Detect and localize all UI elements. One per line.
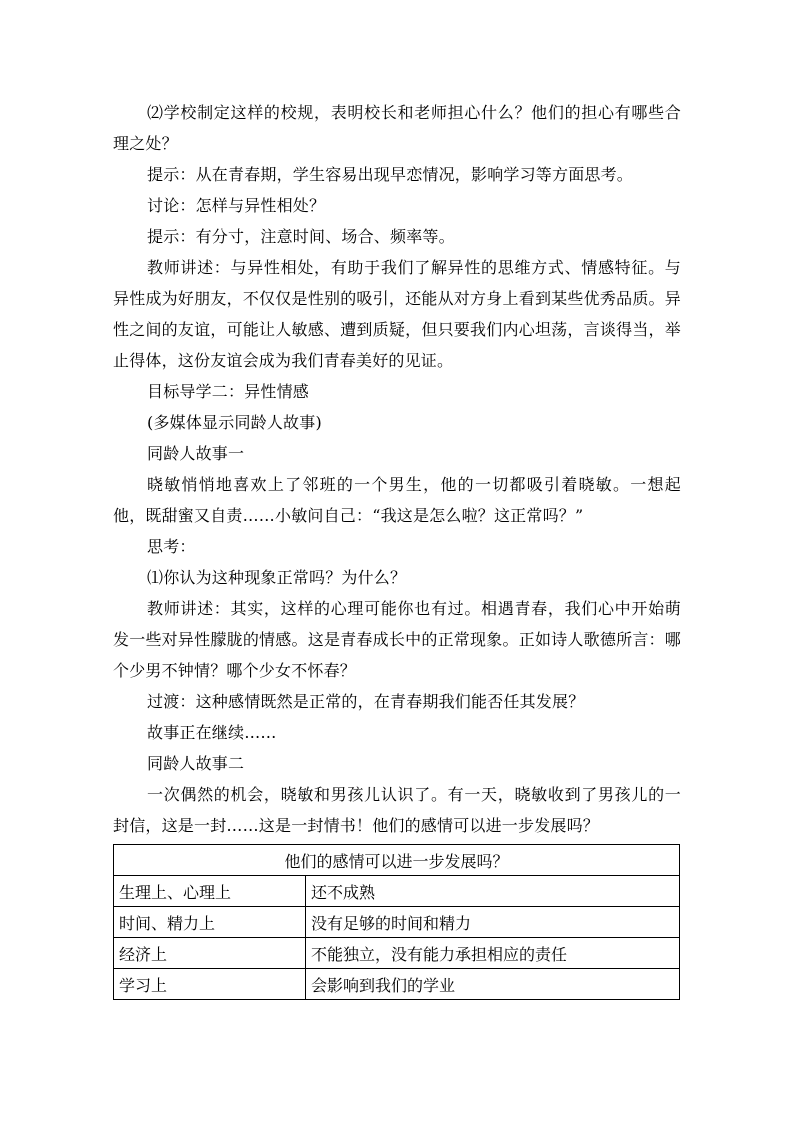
teacher-narration-paragraph: 教师讲述：其实，这样的心理可能你也有过。相遇青春，我们心中开始萌发一些对异性朦胧的情感。这是青春成长中的正常现象。正如诗人歌德所言：哪个少男不钟情？哪个少女不怀春？ xyxy=(113,599,681,680)
document-page xyxy=(113,97,681,1000)
discussion-paragraph: 讨论：怎样与异性相处？ xyxy=(147,196,326,215)
table-cell-aspect: 生理上、心理上 xyxy=(114,876,306,907)
question-2-paragraph: ⑵学校制定这样的校规，表明校长和老师担心什么？他们的担心有哪些合理之处？ xyxy=(113,103,681,153)
table-cell-reason: 还不成熟 xyxy=(306,876,680,907)
story-continues-paragraph: 故事正在继续…… xyxy=(147,723,277,742)
table-cell-aspect: 经济上 xyxy=(114,938,306,969)
table-row xyxy=(114,907,680,938)
table-cell-reason: 会影响到我们的学业 xyxy=(306,969,680,1000)
table-row xyxy=(114,969,680,1000)
table-cell-aspect: 时间、精力上 xyxy=(114,907,306,938)
table-cell-aspect: 学习上 xyxy=(114,969,306,1000)
multimedia-note: (多媒体显示同龄人故事) xyxy=(147,413,322,432)
hint-paragraph: 提示：从在青春期，学生容易出现早恋情况，影响学习等方面思考。 xyxy=(147,165,634,184)
transition-paragraph: 过渡：这种感情既然是正常的，在青春期我们能否任其发展？ xyxy=(147,692,585,711)
table-cell-reason: 没有足够的时间和精力 xyxy=(306,907,680,938)
hint-paragraph: 提示：有分寸，注意时间、场合、频率等。 xyxy=(147,227,455,246)
think-label: 思考： xyxy=(147,537,196,556)
story-paragraph: 一次偶然的机会，晓敏和男孩儿认识了。有一天，晓敏收到了男孩儿的一封信，这是一封……这是一封情书！他们的感情可以进一步发展吗？ xyxy=(113,785,681,835)
teacher-narration-paragraph: 教师讲述：与异性相处，有助于我们了解异性的思维方式、情感特征。与异性成为好朋友，不仅仅是性别的吸引，还能从对方身上看到某些优秀品质。异性之间的友谊，可能让人敏感、遭到质疑，但只要我们内心坦荡，言谈得当，举止得体，这份友谊会成为我们青春美好的见证。 xyxy=(113,258,681,370)
story-heading: 同龄人故事一 xyxy=(147,444,245,463)
story-paragraph: 晓敏悄悄地喜欢上了邻班的一个男生，他的一切都吸引着晓敏。一想起他，既甜蜜又自责……小敏问自己：“我这是怎么啦？这正常吗？” xyxy=(113,475,681,525)
table-header-cell: 他们的感情可以进一步发展吗？ xyxy=(114,845,680,876)
story-heading: 同龄人故事二 xyxy=(147,754,245,773)
question-1-paragraph: ⑴你认为这种现象正常吗？为什么？ xyxy=(147,568,407,587)
section-heading: 目标导学二：异性情感 xyxy=(147,382,310,401)
table-row xyxy=(114,938,680,969)
development-table xyxy=(113,844,680,1000)
table-header-row xyxy=(114,845,680,876)
table-row xyxy=(114,876,680,907)
table-cell-reason: 不能独立，没有能力承担相应的责任 xyxy=(306,938,680,969)
